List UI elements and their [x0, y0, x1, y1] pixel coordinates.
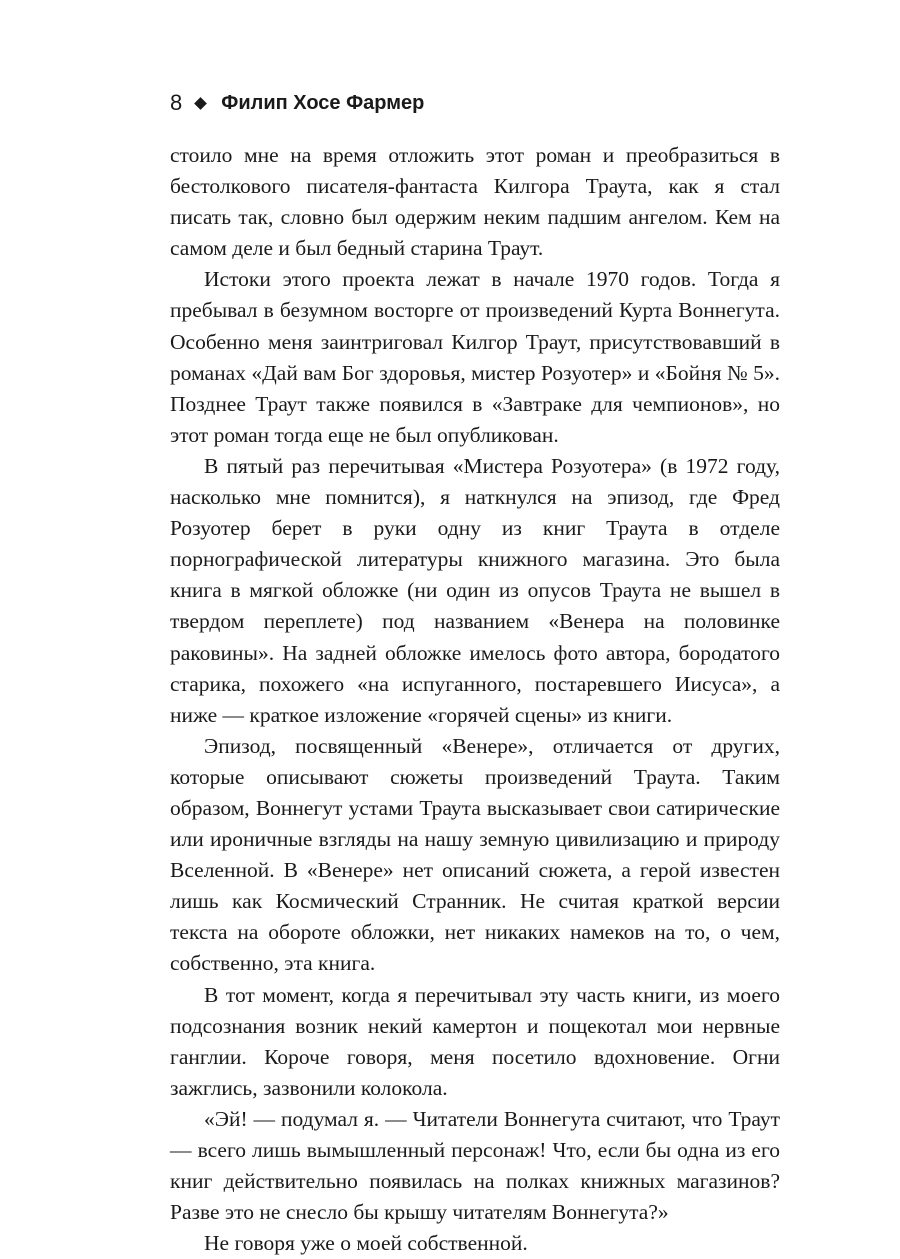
paragraph: Истоки этого проекта лежат в начале 1970 годов. Тогда я пребывал в безумном восторге от произведений Курта Воннегута. Особенно меня заинтриговал Килгор Траут, присутствовавший в романах «Дай вам Бог здоровья, мистер Розуотер» и «Бойня № 5». Позднее Траут также появился в «Завтраке для чемпионов», но этот роман тогда еще не был опубликован. — [170, 267, 780, 447]
page-body — [170, 140, 780, 1259]
paragraph: Не говоря уже о моей собственной. — [204, 1231, 528, 1256]
running-head-author: Филип Хосе Фармер — [221, 91, 425, 114]
page-number: 8 — [170, 90, 183, 115]
paragraph-continuation: стоило мне на время отложить этот роман и преобразиться в бестолкового писателя-фантаста Килгора Траута, как я стал писать так, словно был одержим неким падшим ангелом. Кем на самом деле и был бедный старина Траут. — [170, 143, 780, 261]
paragraph: Эпизод, посвященный «Венере», отличается от других, которые описывают сюжеты произведений Траута. Таким образом, Воннегут устами Траута высказывает свои сатирические или ироничные взгляды на нашу земную цивилизацию и природу Вселенной. В «Венере» нет описаний сюжета, а герой известен лишь как Космический Странник. Не считая краткой версии текста на обороте обложки, нет никаких намеков на то, о чем, собственно, эта книга. — [170, 733, 780, 976]
paragraph: В пятый раз перечитывая «Мистера Розуотера» (в 1972 году, насколько мне помнится), я наткнулся на эпизод, где Фред Розуотер берет в руки одну из книг Траута в отделе порнографической литературы книжного магазина. Это была книга в мягкой обложке (ни один из опусов Траута не вышел в твердом переплете) под названием «Венера на половинке раковины». На задней обложке имелось фото автора, бородатого старика, похожего «на испуганного, постаревшего Иисуса», а ниже — краткое изложение «горячей сцены» из книги. — [170, 453, 780, 727]
diamond-icon — [194, 97, 207, 110]
page-header — [170, 86, 424, 120]
paragraph: В тот момент, когда я перечитывал эту часть книги, из моего подсознания возник некий камертон и пощекотал мои нервные ганглии. Короче говоря, меня посетило вдохновение. Огни зажглись, зазвонили колокола. — [170, 982, 780, 1100]
paragraph: «Эй! — подумал я. — Читатели Воннегута считают, что Траут — всего лишь вымышленный персонаж! Что, если бы одна из его книг действительно появилась на полках книжных магазинов? Разве это не снесло бы крышу читателям Воннегута?» — [170, 1106, 780, 1225]
